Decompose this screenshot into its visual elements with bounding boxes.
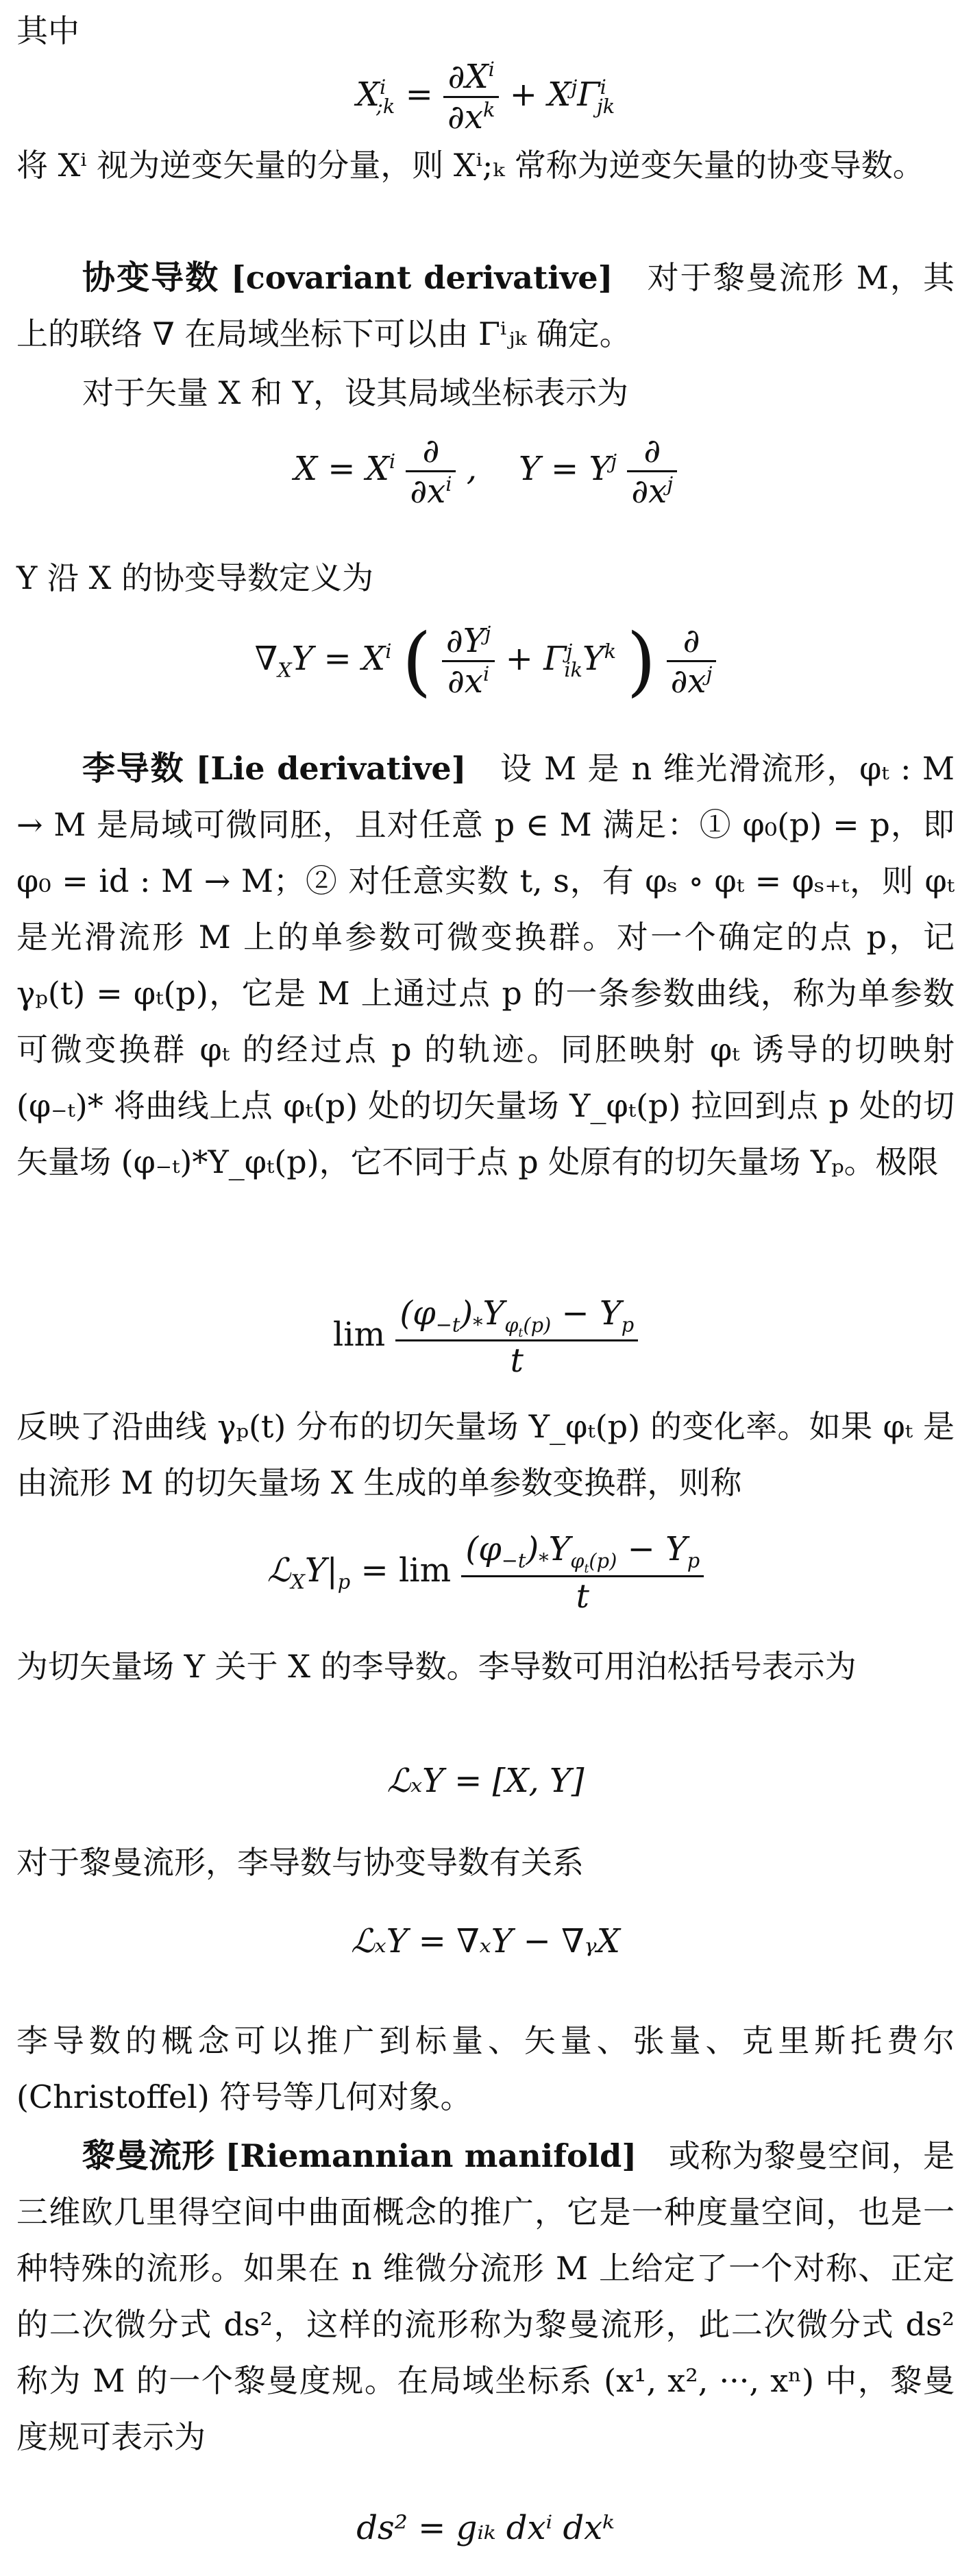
lie-english: [Lie derivative] (195, 750, 467, 787)
riemann-text: 或称为黎曼空间，是三维欧几里得空间中曲面概念的推广，它是一种度量空间，也是一种特殊的流形。如果在 n 维微分流形 M 上给定了一个对称、正定的二次微分式 ds²，这样的流形称为黎曼流形，此二次微分式 ds² 称为 M 的一个黎曼度规。在局域坐标系 (x¹, x², ···, xⁿ) 中，黎曼度规可表示为 (16, 2137, 955, 2455)
covariant-text: 对于黎曼流形 M，其上的联络 ∇ 在局域坐标下可以由 Γⁱⱼₖ 确定。 (16, 259, 955, 352)
covariant-term: 协变导数 (82, 258, 220, 297)
intro-text: 其中 (16, 12, 79, 49)
vector-equation: $X = X^i$ $\frac{\partial}{\partial x^i}$ , $Y = Y^j$ $\frac{\partial}{\partial x^j}$ (0, 432, 971, 528)
contravariant-text: 将 Xⁱ 视为逆变矢量的分量，则 Xⁱ;ₖ 常称为逆变矢量的协变导数。 (16, 147, 924, 184)
riemann-english: [Riemannian manifold] (225, 2137, 637, 2174)
relation-equation: ℒₓY = ∇ₓY − ∇ᵧX (351, 1922, 620, 1960)
covariant-derivative-equation: $\nabla_XY = X^i$ ( $\frac{\partial Y^j}{\partial x^i}$ + $\Gamma^j_{ik}Y^k$ ) $\frac{\partial}{\partial x^j}$ (0, 617, 971, 720)
poisson-bracket-text: 为切矢量场 Y 关于 X 的李导数。李导数可用泊松括号表示为 (16, 1648, 857, 1685)
lie-text: 设 M 是 n 维光滑流形，φₜ : M → M 是局域可微同胚，且对任意 p ∈ M 满足：① φ₀(p) = p，即 φ₀ = id : M → M；② 对任意实数 t, s，有 φₛ ∘ φₜ = φₛ₊ₜ，则 φₜ 是光滑流形 M 上的单参数可微变换群。对一个确定的点 p，记 γₚ(t) = φₜ(p)，它是 M 上通过点 p 的一条参数曲线，称为单参数可微变换群 φₜ 的经过点 p 的轨迹。同胚映射 φₜ 诱导的切映射 (φ₋ₜ)* 将曲线上点 φₜ(p) 处的切矢量场 Y_φₜ(p) 拉回到点 p 处的切矢量场 (φ₋ₜ)*Y_φₜ(p)，它不同于点 p 处原有的切矢量场 Yₚ。极限 (16, 750, 955, 1180)
limit-equation: lim $\frac{(\varphi_{-t})_*Y_{\varphi_t(p)} - Y_p}{t}$ (0, 1294, 971, 1383)
metric-equation: ds² = gᵢₖ dxⁱ dxᵏ (356, 2509, 615, 2547)
riemann-paragraph (16, 2128, 955, 2465)
bracket-equation: ℒₓY = [X, Y] (386, 1762, 585, 1800)
covariant-english: [covariant derivative] (231, 259, 613, 296)
lie-derivative-equation: $ℒ_XY|_p = \lim$ $\frac{(\varphi_{-t})_*Y_{\varphi_t(p)} - Y_p}{t}$ (0, 1530, 971, 1626)
change-rate-text: 反映了沿曲线 γₚ(t) 分布的切矢量场 Y_φₜ(p) 的变化率。如果 φₜ 是由流形 M 的切矢量场 X 生成的单参数变换群，则称 (16, 1408, 955, 1501)
christoffel-equation: $X^i_{;k}$ = $\frac{\partial X^i}{\partial x^k}$ + $X^j\Gamma^i_{jk}$ (356, 58, 615, 136)
vector-representation-text: 对于矢量 X 和 Y，设其局域坐标表示为 (82, 374, 628, 411)
generalization-text: 李导数的概念可以推广到标量、矢量、张量、克里斯托费尔 (Christoffel) 符号等几何对象。 (16, 2022, 955, 2115)
lie-paragraph (16, 740, 955, 1190)
covariant-paragraph (16, 250, 955, 362)
riemann-term: 黎曼流形 (82, 2137, 215, 2175)
covariant-definition-text: Y 沿 X 的协变导数定义为 (16, 559, 373, 596)
relation-text: 对于黎曼流形，李导数与协变导数有关系 (16, 1844, 584, 1881)
lie-term: 李导数 (82, 749, 185, 788)
